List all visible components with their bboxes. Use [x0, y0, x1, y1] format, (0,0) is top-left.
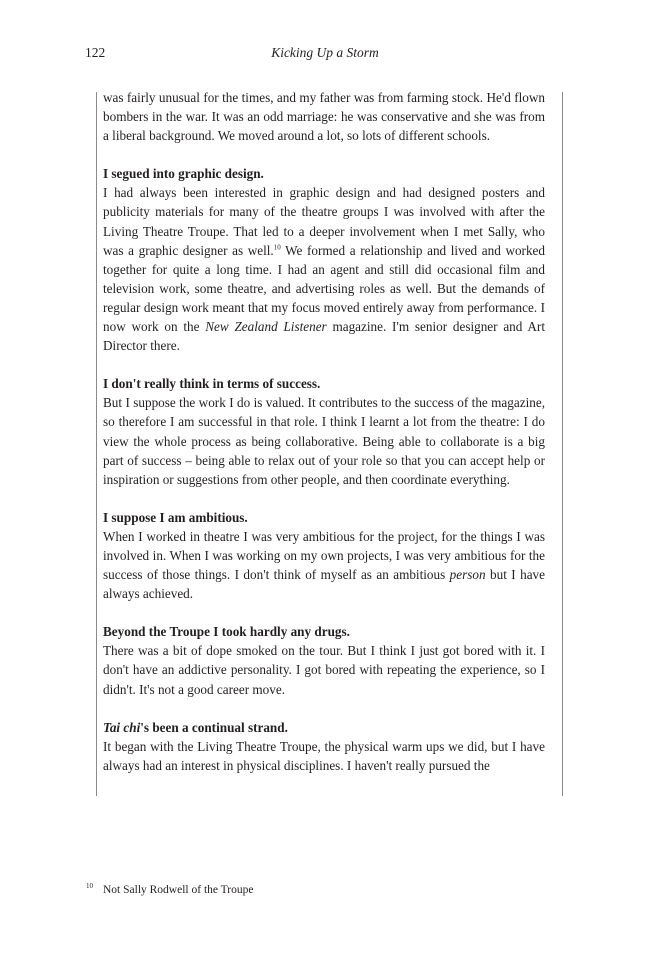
section-body: But I suppose the work I do is valued. It contributes to the success of the magazine, so therefore I am successful in that role. I think I learnt a lot from the theatre: I do view the whole process as being collaborative. Being able to collaborate is a big part of success – being able to relax out of your role so that you can accept help or inspiration or suggestions from other people, and then coordinate everything. — [103, 395, 545, 487]
section-ambitious — [103, 508, 545, 603]
main-text — [103, 88, 545, 775]
intro-paragraph: was fairly unusual for the times, and my father was from farming stock. He'd flown bombers in the war. It was an odd marriage: he was conservative and she was from a liberal background. We moved around a lot, so lots of different schools. — [103, 90, 545, 144]
page-number: 122 — [85, 45, 106, 60]
section-heading: Beyond the Troupe I took hardly any drugs. — [103, 624, 350, 640]
emphasis-person: person — [449, 567, 486, 583]
magazine-title: New Zealand Listener — [205, 319, 327, 335]
section-tai-chi — [103, 718, 545, 775]
footnote-text: Not Sally Rodwell of the Troupe — [103, 884, 254, 896]
section-drugs — [103, 622, 545, 698]
section-graphic-design — [103, 164, 545, 355]
section-body: When I worked in theatre I was very ambitious for the project, for the things I was involved in. When I was working on my own projects, I was very ambitious for the success of those things. I don't think of myself as an ambitious person but I have always achieved. — [103, 528, 545, 602]
footnote-number: 10 — [86, 882, 93, 891]
footnote — [86, 882, 566, 898]
section-success — [103, 374, 545, 489]
section-body: There was a bit of dope smoked on the tour. But I think I just got bored with it. I don't have an addictive personality. I got bored with repeating the experience, so I didn't. It's not a good career move. — [103, 643, 545, 697]
section-heading: I segued into graphic design. — [103, 166, 264, 182]
footnote-ref[interactable]: 10 — [273, 243, 281, 252]
section-heading: Tai chi's been a continual strand. — [103, 719, 288, 735]
section-body: It began with the Living Theatre Troupe, the physical warm ups we did, but I have always had an interest in physical disciplines. I haven't really pursued the — [103, 738, 545, 773]
page-header — [85, 45, 565, 65]
running-title: Kicking Up a Storm — [271, 45, 379, 60]
section-heading: I suppose I am ambitious. — [103, 509, 248, 525]
section-heading: I don't really think in terms of success. — [103, 376, 321, 392]
section-body: I had always been interested in graphic design and had designed posters and publicity materials for many of the theatre groups I was involved with after the Living Theatre Troupe. That led to a deeper involvement when I met Sally, who was a graphic designer as well.$^{10}$ We formed a relationship and lived and worked together for quite a long time. I had an agent and still did occasional film and television work, some theatre, and advertising roles as well. But the demands of regular design work meant that my focus moved entirely away from performance. I now work on the New Zealand Listener magazine. I'm senior designer and Art Director there. — [103, 185, 545, 354]
